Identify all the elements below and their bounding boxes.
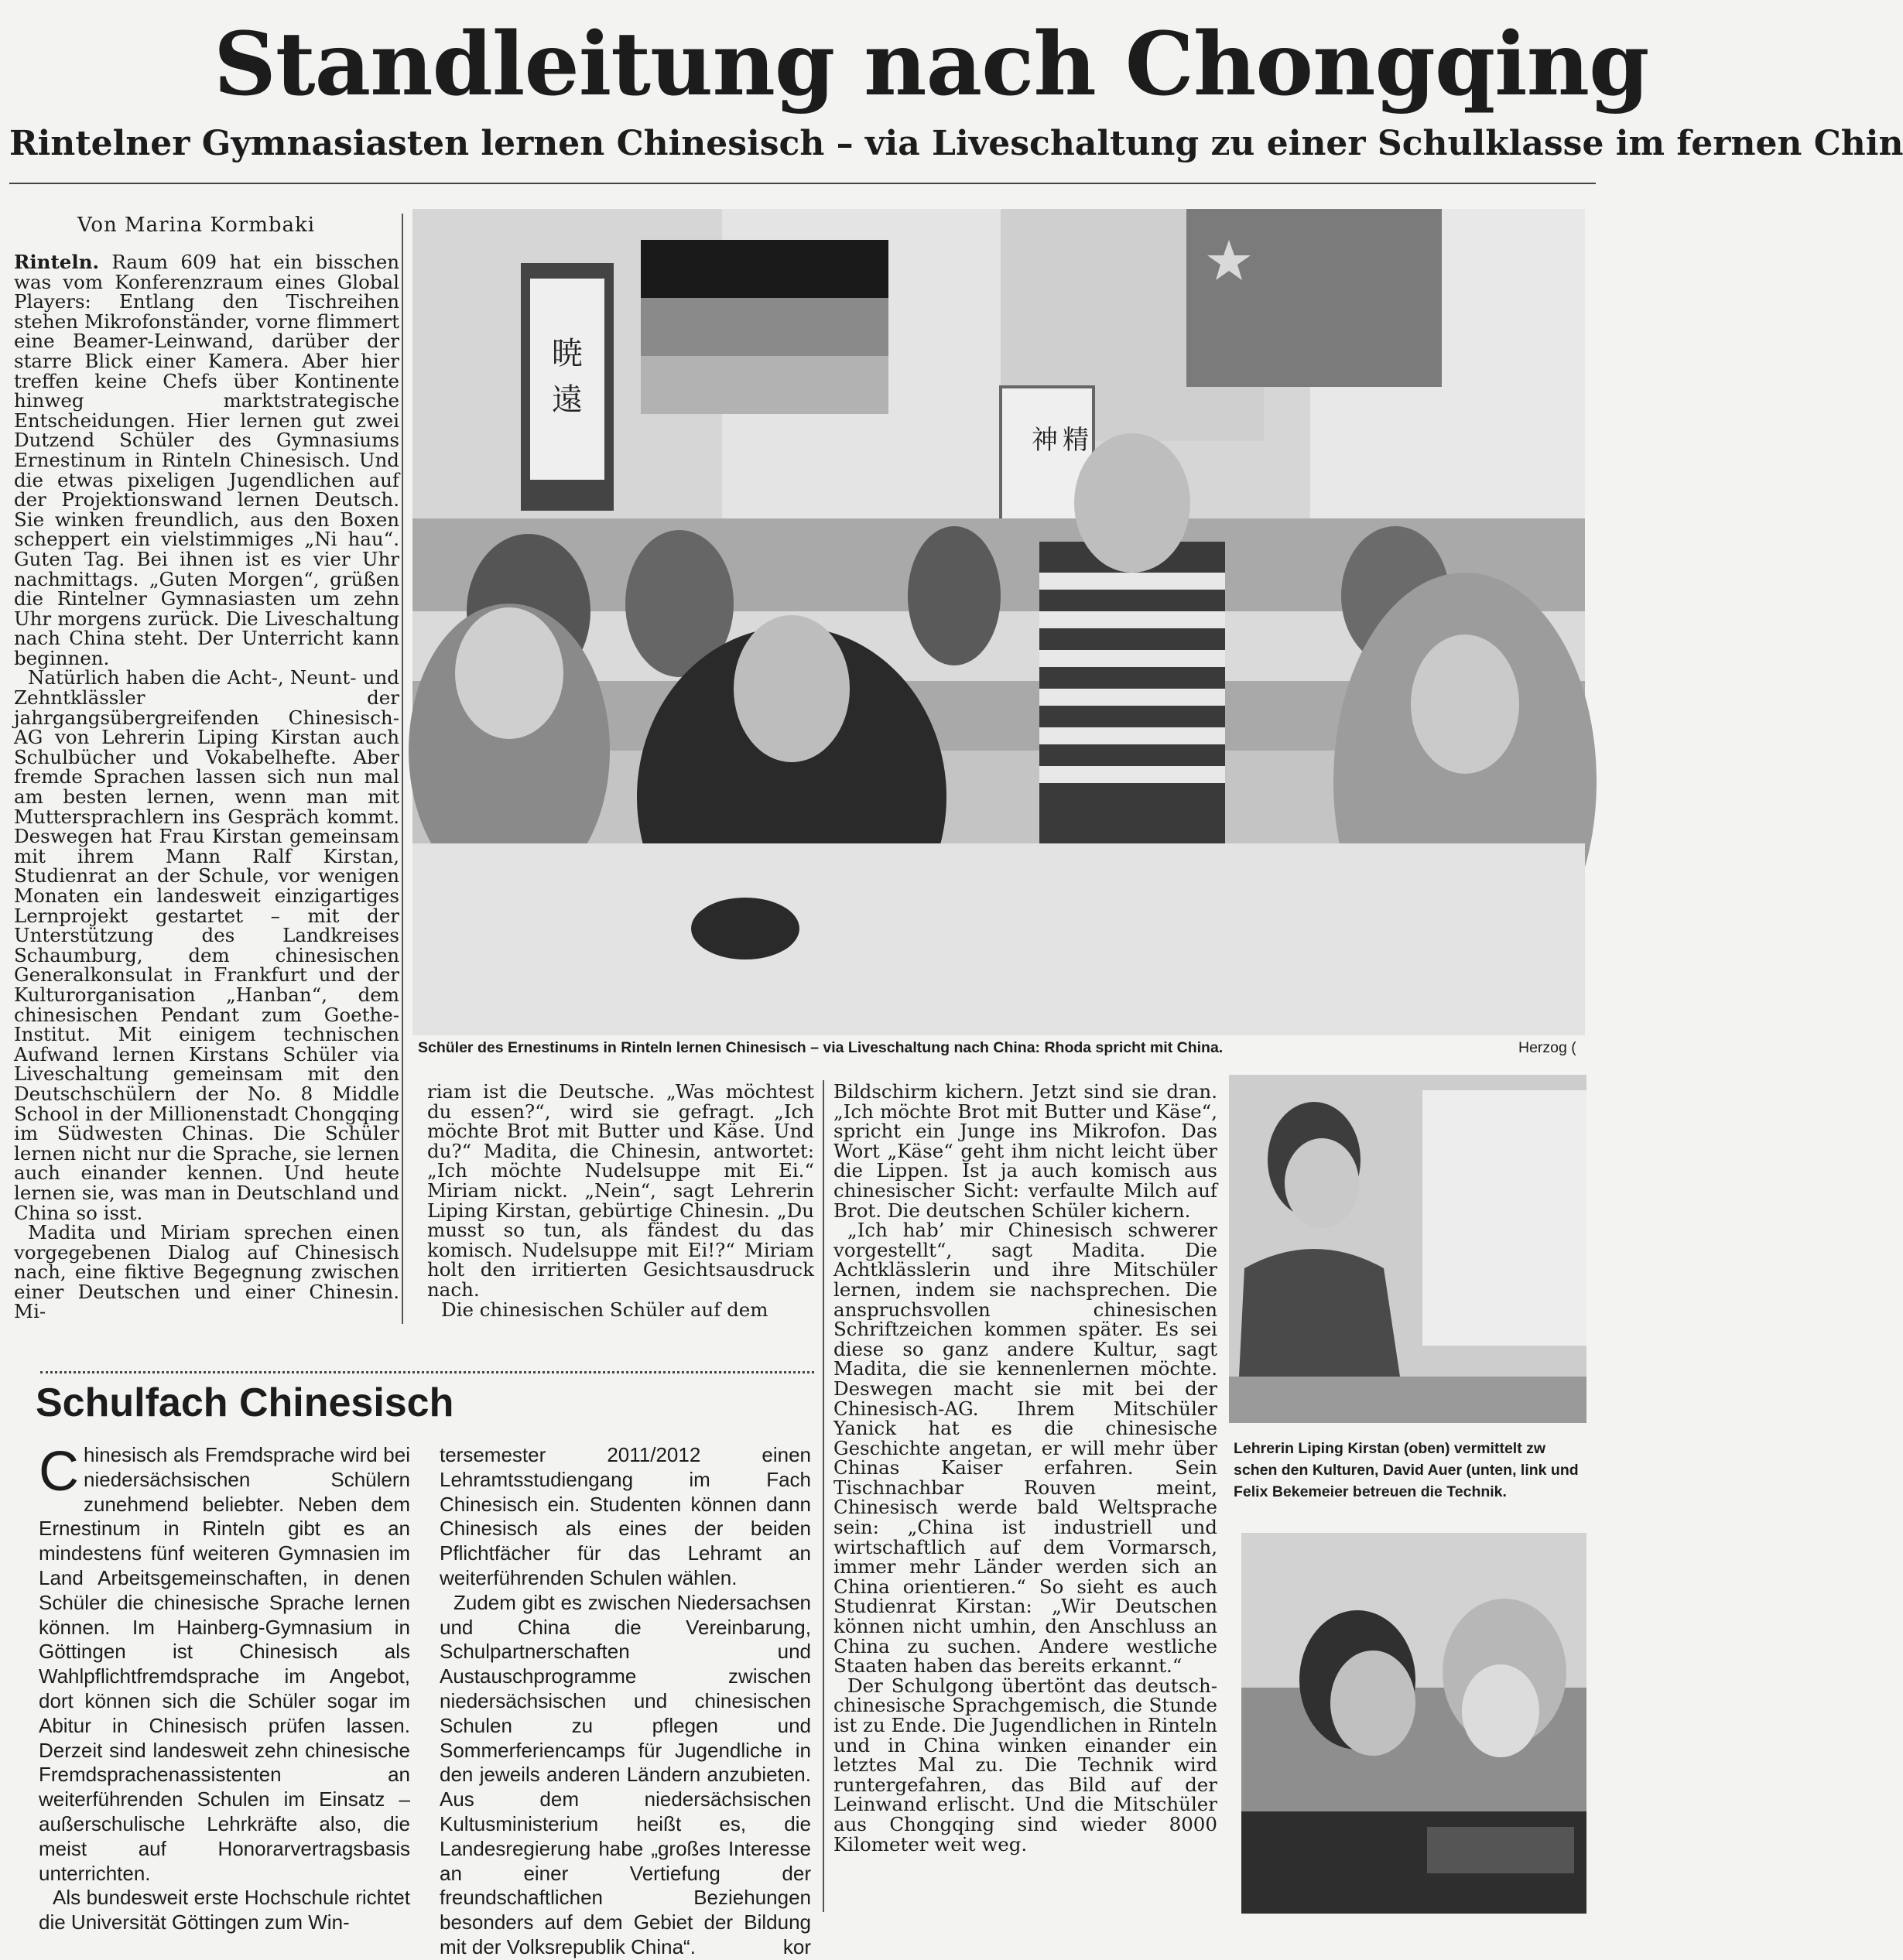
headline: Standleitung nach Chongqing — [214, 14, 1649, 115]
article-paragraph: Natürlich haben die Acht-, Neunt- und Zehntklässler der jahrgangsübergreifenden Chinesisch-AG von Lehrerin Liping Kirstan auch Schulbücher und Vokabelhefte. Aber fremde Sprachen lassen sich nun mal am besten lernen, wenn man mit Muttersprachlern ins Gespräch kommt. Deswegen hat Frau Kirstan gemeinsam mit ihrem Mann Ralf Kirstan, Studienrat an der Schule, vor wenigen Monaten ein landesweit einzigartiges Lernprojekt gestartet – mit der Unterstützung des Landkreises Schaumburg, dem chinesischen Generalkonsulat in Frankfurt und der Kulturorganisation „Hanban“, dem chinesischen Pendant zum Goethe-Institut. Mit einigem technischen Aufwand lernen Kirstans Schüler via Liveschaltung gemeinsam mit den Deutschschülern der No. 8 Middle School in der Millionenstadt Chongqing im Südwesten Chinas. Die Schüler lernen nicht nur die Sprache, sie lernen auch einander kennen. Und heute lernen sie, was man in Deutschland und China so isst. — [14, 666, 399, 1224]
author-signature: kor — [782, 1934, 811, 1958]
teacher-photo — [1229, 1075, 1586, 1423]
main-photo-caption: Schüler des Ernestinums in Rinteln lernen Chinesisch – via Liveschaltung nach China: Rhoda spricht mit China. — [418, 1039, 1224, 1056]
article-paragraph: Der Schulgong übertönt das deutsch-chinesische Sprachgemisch, die Stunde ist zu Ende. Die Jugendlichen in Rinteln und in China winken einander ein letztes Mal zu. Die Technik wird runtergefahren, das Bild auf der Leinwand erlischt. Und die Mitschüler aus Chongqing sind wieder 8000 Kilometer weit weg. — [833, 1674, 1217, 1856]
infobox-paragraph: Als bundesweit erste Hochschule richtet die Universität Göttingen zum Win- — [39, 1886, 410, 1934]
column-divider — [823, 1080, 824, 1912]
section-divider — [40, 1371, 814, 1373]
infobox-paragraph: Zudem gibt es zwischen Niedersachsen und China die Vereinbarung, Schulpartnerschaften und Austauschprogramme zwischen niedersächsischen und chinesischen Schulen zu pflegen und Sommerferiencamps für Jugendliche in den jeweils anderen Ländern anzubieten. Aus dem niedersächsischen Kultusministerium heißt es, die Landesregierung habe „großes Interesse an einer Vertiefung der freundschaftlichen Beziehungen besonders auf dem Gebiet der Bildung mit der Volksrepublik China“. kor — [440, 1590, 811, 1958]
drop-cap: C — [39, 1441, 79, 1503]
article-paragraph: Die chinesischen Schüler auf dem — [441, 1298, 768, 1321]
infobox-title: Schulfach Chinesisch — [36, 1380, 454, 1425]
article-paragraph: „Ich hab’ mir Chinesisch schwerer vorgestellt“, sagt Madita. Die Achtklässlerin und ihre Mitschüler lernen, indem sie nachsprechen. Die anspruchsvollen chinesischen Schriftzeichen kommen später. Es sei diese so ganz andere Kultur, sagt Madita, die sie kennenlernen möchte. Deswegen macht sie mit bei der Chinesisch-AG. Ihrem Mitschüler Yanick hat es die chinesische Geschichte angetan, er will mehr über Chinas Kaiser erfahren. Sein Tischnachbar Rouven meint, Chinesisch werde bald Weltsprache sein: „China ist industriell und wirtschaftlich auf dem Vormarsch, immer mehr Länder werden sich an China orientieren.“ So sieht es auch Studienrat Kirstan: „Wir Deutschen können nicht umhin, den Anschluss an China zu suchen. Andere westliche Staaten haben das bereits erkannt.“ — [833, 1219, 1217, 1678]
article-paragraph: Rinteln. Raum 609 hat ein bisschen was vom Konferenzraum eines Global Players: Entlang den Tischreihen stehen Mikrofonständer, vorne flimmert eine Beamer-Leinwand, darüber der starre Blick einer Kamera. Aber hier treffen keine Chefs über Kontinente hinweg marktstrategische Entscheidungen. Hier lernen gut zwei Dutzend Schüler des Gymnasiums Ernestinum in Rinteln Chinesisch. Und die etwas pixeligen Jugendlichen auf der Projektionswand lernen Deutsch. Sie winken freundlich, aus den Boxen scheppert ein vielstimmiges „Ni hau“. Guten Tag. Bei ihnen ist es vier Uhr nachmittags. „Guten Morgen“, grüßen die Rintelner Gymnasiasten um zehn Uhr morgens zurück. Die Liveschaltung nach China steht. Der Unterricht kann beginnen. — [14, 251, 399, 669]
infobox-paragraph: tersemester 2011/2012 einen Lehramtsstudiengang im Fach Chinesisch ein. Studenten können dann Chinesisch als eines der beiden Pflichtfächer für das Lehramt an weiterführenden Schulen wählen. — [440, 1443, 811, 1589]
infobox-column-1 — [39, 1443, 410, 1935]
article-column-2 — [427, 1082, 814, 1319]
svg-text:暁: 暁 — [552, 336, 583, 371]
top-rule — [9, 183, 1596, 184]
article-paragraph: Bildschirm kichern. Jetzt sind sie dran. „Ich möchte Brot mit Butter und Käse“, spricht ein Junge ins Mikrofon. Das Wort „Käse“ geht ihm nicht leicht über die Lippen. Ist ja auch komisch aus chinesischer Sicht: verfaulte Milch auf Brot. Die deutschen Schüler kichern. — [833, 1080, 1217, 1222]
subheadline: Rintelner Gymnasiasten lernen Chinesisch – via Liveschaltung zu einer Schulklasse im fernen Chin — [9, 124, 1903, 163]
article-paragraph: Madita und Miriam sprechen einen vorgegebenen Dialog auf Chinesisch nach, eine fiktive Begegnung zwischen einer Deutschen und einer Chinesin. Mi- — [14, 1221, 399, 1323]
article-paragraph: riam ist die Deutsche. „Was möchtest du essen?“, wird sie gefragt. „Ich möchte Brot mit Butter und Käse. Und du?“ Madita, die Chinesin, antwortet: „Ich möchte Nudelsuppe mit Ei.“ Miriam nickt. „Nein“, sagt Lehrerin Liping Kirstan, gebürtige Chinesin. „Du musst so tun, als fändest du das komisch. Nudelsuppe mit Ei!?“ Miriam holt den irritierten Gesichtsausdruck nach. — [427, 1080, 814, 1301]
infobox-column-2 — [440, 1443, 811, 1960]
photo-credit: Herzog ( — [1518, 1039, 1576, 1056]
dateline: Rinteln. — [14, 251, 100, 273]
byline: Von Marina Kormbaki — [77, 214, 316, 237]
article-column-1 — [14, 252, 399, 1322]
infobox-paragraph: Chinesisch als Fremdsprache wird bei niedersächsischen Schülern zunehmend beliebter. Neben dem Ernestinum in Rinteln gibt es an mindestens fünf weiteren Gymnasien im Land Arbeitsgemeinschaften, in denen Schüler die chinesische Sprache lernen können. Im Hainberg-Gymnasium in Göttingen ist Chinesisch als Wahlpflichtfremdsprache im Angebot, dort können sich die Schüler sogar im Abitur in Chinesisch prüfen lassen. Derzeit sind landesweit zehn chinesische Fremdsprachenassistenten an weiterführenden Schulen im Einsatz – außerschulische Lehrkräfte also, die meist auf Honorarvertragsbasis unterrichten. — [39, 1441, 410, 1885]
svg-text:精: 精 — [1063, 425, 1089, 456]
svg-text:神: 神 — [1032, 425, 1058, 456]
small-photo-caption: Lehrerin Liping Kirstan (oben) vermittelt zw schen den Kulturen, David Auer (unten, link und Felix Bekemeier betreuen die Technik. — [1234, 1440, 1579, 1500]
svg-text:遠: 遠 — [552, 382, 583, 418]
technicians-photo — [1241, 1533, 1586, 1914]
column-divider — [402, 214, 403, 1324]
article-column-3 — [833, 1082, 1217, 1854]
main-photo — [412, 209, 1585, 1035]
